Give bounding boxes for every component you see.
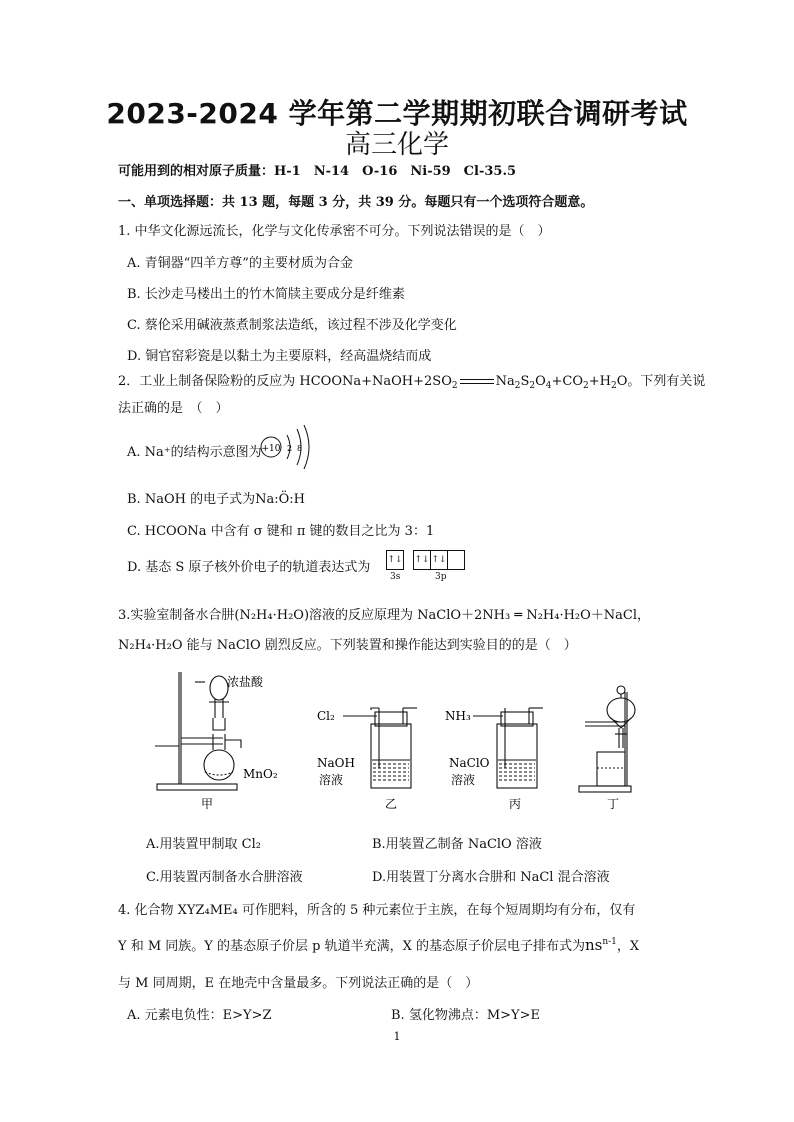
apparatus-jia xyxy=(155,672,241,790)
q4-stem-line2 xyxy=(118,935,639,954)
q3-option-d: D.用装置丁分离水合肼和 NaCl 混合溶液 xyxy=(372,870,610,885)
naoh-electron-formula: Na:Ö:H xyxy=(255,492,305,507)
na-ion-structure-diagram xyxy=(257,425,317,471)
nucleus-charge: +10 xyxy=(261,444,281,454)
exam-title: 2023-2024 学年第二学期期初联合调研考试 xyxy=(106,97,688,130)
q2-eq-part: S xyxy=(520,374,530,389)
q2-eq-part: +CO xyxy=(551,374,584,389)
ns-symbol: ns xyxy=(584,936,603,954)
bing-solution-label1: NaClO xyxy=(449,756,490,770)
orbital-3s xyxy=(386,549,404,570)
q2-eq-part: Na xyxy=(495,374,515,389)
q2-option-c: C. HCOONa 中含有 σ 键和 π 键的数目之比为 3：1 xyxy=(127,524,435,539)
q4-option-a: A. 元素电负性：E>Y>Z xyxy=(127,1008,272,1023)
apparatus-figure xyxy=(145,668,665,816)
yi-label: 乙 xyxy=(385,797,398,811)
exam-subtitle: 高三化学 xyxy=(344,130,449,160)
equals-sign xyxy=(460,379,494,384)
q4-option-b: B. 氢化物沸点：M>Y>E xyxy=(391,1008,540,1023)
orbital-3s-label: 3s xyxy=(390,572,401,582)
q3-stem-line1: 3.实验室制备水合肼(N₂H₄·H₂O)溶液的反应原理为 NaClO＋2NH₃ ═ N₂H₄·H₂O＋NaCl， xyxy=(118,608,651,623)
orbital-box xyxy=(447,550,465,570)
q3-option-a: A.用装置甲制取 Cl₂ xyxy=(146,837,261,852)
bing-gas-label: NH₃ xyxy=(445,709,471,723)
shell-2-electrons: 8 xyxy=(297,444,303,453)
q2-eq-part: +H xyxy=(588,374,611,389)
q3-option-b: B.用装置乙制备 NaClO 溶液 xyxy=(372,837,542,852)
q4-stem-text: ，X xyxy=(616,939,640,954)
apparatus-yi xyxy=(343,708,417,788)
orbital-box: ↑↓ xyxy=(430,550,448,570)
q2-stem-line1: 2．工业上制备保险粉的反应为 $HCOONa+NaOH+2SO_2$ $Na_2S_2O_4+CO_2+H_2O$。下列有关说 xyxy=(118,374,706,391)
jia-label: 甲 xyxy=(201,797,214,811)
yi-gas-label: Cl₂ xyxy=(317,709,335,723)
yi-solution-label2: 溶液 xyxy=(319,773,344,787)
q3-stem-line2: N₂H₄·H₂O 能与 NaClO 剧烈反应。下列装置和操作能达到实验目的的是（ ） xyxy=(118,638,577,653)
apparatus-bing xyxy=(473,708,543,788)
orbital-box: ↑↓ xyxy=(386,550,404,570)
section-heading: 一、单项选择题：共 13 题，每题 3 分，共 39 分。每题只有一个选项符合题意。 xyxy=(118,195,594,210)
q2-stem-line2: 法正确的是 （ ） xyxy=(118,401,229,416)
jia-mno2-label: MnO₂ xyxy=(243,767,278,781)
q1-option-b: B. 长沙走马楼出土的竹木简牍主要成分是纤维素 xyxy=(127,287,405,302)
yi-solution-label1: NaOH xyxy=(317,756,355,770)
ding-label: 丁 xyxy=(607,797,620,811)
ns-superscript: n-1 xyxy=(602,937,617,947)
q1-option-d: D. 铜官窑彩瓷是以黏土为主要原料，经高温烧结而成 xyxy=(127,349,432,364)
q2-eq-part: O xyxy=(535,374,546,389)
q2-option-d: D. 基态 S 原子核外价电子的轨道表达式为 xyxy=(127,560,371,575)
q1-stem: 1. 中华文化源远流长，化学与文化传承密不可分。下列说法错误的是（ ） xyxy=(118,224,551,239)
q2-option-b-text: B. NaOH 的电子式为 xyxy=(127,492,256,507)
q4-stem-text: Y 和 M 同族。Y 的基态原子价层 p 轨道半充满，X 的基态原子价层电子排布式为 xyxy=(118,939,585,954)
q2-option-b xyxy=(127,488,305,507)
orbital-3p-label: 3p xyxy=(435,572,447,582)
orbital-3p xyxy=(413,549,465,570)
jia-acid-label: 浓盐酸 xyxy=(227,675,264,689)
bing-solution-label2: 溶液 xyxy=(451,773,476,787)
q3-option-c: C.用装置丙制备水合肼溶液 xyxy=(146,870,303,885)
atomic-masses: 可能用到的相对原子质量：H-1 N-14 O-16 Ni-59 Cl-35.5 xyxy=(118,164,517,179)
q4-stem-line3: 与 M 同周期，E 在地壳中含量最多。下列说法正确的是（ ） xyxy=(118,976,479,991)
q2-eq-part: O。下列有关说 xyxy=(616,374,706,389)
q4-stem-line1: 4. 化合物 XYZ₄ME₄ 可作肥料，所含的 5 种元素位于主族，在每个短周期均有分布，仅有 xyxy=(118,903,636,918)
bing-label: 丙 xyxy=(509,797,522,811)
shell-1-electrons: 2 xyxy=(287,444,293,453)
q2-option-a: A. Na⁺的结构示意图为 xyxy=(127,445,262,460)
apparatus-ding xyxy=(579,686,635,792)
orbital-box: ↑↓ xyxy=(413,550,431,570)
q1-option-a: A. 青铜器“四羊方尊”的主要材质为合金 xyxy=(127,256,353,271)
q1-option-c: C. 蔡伦采用碱液蒸煮制浆法造纸，该过程不涉及化学变化 xyxy=(127,318,457,333)
page-number: 1 xyxy=(393,1030,401,1043)
q2-eq-part: 2．工业上制备保险粉的反应为 HCOONa+NaOH+2SO xyxy=(118,374,452,389)
